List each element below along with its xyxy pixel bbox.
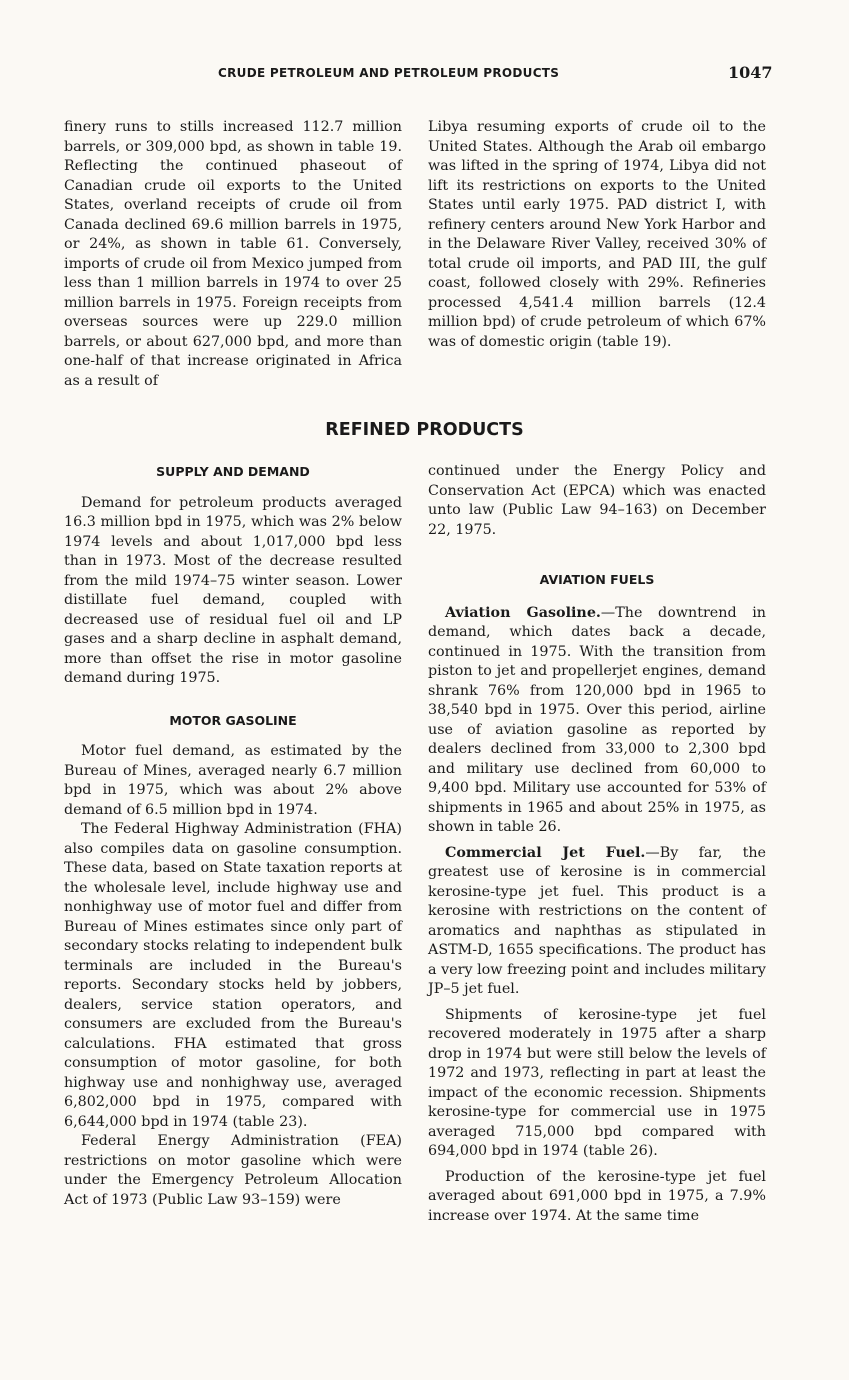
- supply-demand-paragraph: Demand for petroleum products averaged 16.3 million bpd in 1975, which was 2% below 1974 levels and about 1,017,000 bpd less than in 1973. Most of the decrease resulted from the mild 1974–75 winter season. Lower distillate fuel demand, coupled with decreased use of residual fuel oil and LP gases and a sharp decline in asphalt demand, more than offset the rise in motor gasoline demand during 1975.: [64, 494, 402, 686]
- page-number: 1047: [728, 63, 773, 82]
- aviation-fuels-heading: AVIATION FUELS: [539, 572, 655, 587]
- bottom-left-column: [64, 462, 402, 1210]
- fha-paragraph: The Federal Highway Administration (FHA) also compiles data on gasoline consumption. These data, based on State taxation reports at the wholesale level, include highway use and nonhighway use of motor fuel and differ from Bureau of Mines estimates since only part of secondary stocks relating to independent bulk terminals are included in the Bureau's reports. Secondary stocks held by jobbers, dealers, service station operators, and consumers are excluded from the Bureau's calculations. FHA estimated that gross consumption of motor gasoline, for both highway use and nonhighway use, averaged 6,802,000 bpd in 1975, compared with 6,644,000 bpd in 1974 (table 23).: [64, 821, 402, 1130]
- continued-paragraph: finery runs to stills increased 112.7 million barrels, or 309,000 bpd, as shown in table 19. Reflecting the continued phaseout of Canadian crude oil exports to the United States, overland receipts of crude oil from Canada declined 69.6 million barrels in 1975, or 24%, as shown in table 61. Conversely, imports of crude oil from Mexico jumped from less than 1 million barrels in 1974 to over 25 million barrels in 1975. Foreign receipts from overseas sources were up 229.0 million barrels, or about 627,000 bpd, and more than one-half of that increase originated in Africa as a result of: [64, 119, 402, 389]
- production-paragraph: Production of the kerosine-type jet fuel averaged about 691,000 bpd in 1975, a 7.9% increase over 1974. At the same time: [428, 1168, 766, 1224]
- aviation-gasoline-text: —The downtrend in demand, which dates back a decade, continued in 1975. With the transition from piston to jet and propellerjet engines, demand shrank 76% from 120,000 bpd in 1965 to 38,540 bpd in 1975. Over this period, airline use of aviation gasoline as reported by dealers declined from 33,000 to 2,300 bpd and military use declined from 60,000 to 9,400 bpd. Military use accounted for 53% of shipments in 1965 and about 25% in 1975, as shown in table 26.: [428, 604, 766, 835]
- commercial-jet-fuel-text: —By far, the greatest use of kerosine is in commercial kerosine-type jet fuel. This product is a kerosine with restrictions on the content of aromatics and naphthas as stipulated in ASTM-D, 1655 specifications. The product has a very low freezing point and includes military JP–5 jet fuel.: [428, 844, 766, 997]
- running-title: CRUDE PETROLEUM AND PETROLEUM PRODUCTS: [218, 66, 560, 80]
- fea-paragraph: Federal Energy Administration (FEA) restrictions on motor gasoline which were under the Emergency Petroleum Allocation Act of 1973 (Public Law 93–159) were: [64, 1133, 402, 1208]
- epca-continued-paragraph: continued under the Energy Policy and Conservation Act (EPCA) which was enacted unto law (Public Law 94–163) on December 22, 1975.: [428, 463, 766, 538]
- bottom-right-column: [428, 462, 766, 1226]
- shipments-paragraph: Shipments of kerosine-type jet fuel recovered moderately in 1975 after a sharp drop in 1974 but were still below the levels of 1972 and 1973, reflecting in part at least the impact of the economic recession. Shipments kerosine-type for commercial use in 1975 averaged 715,000 bpd compared with 694,000 bpd in 1974 (table 26).: [428, 1006, 766, 1159]
- aviation-gasoline-paragraph: [428, 604, 766, 838]
- motor-fuel-paragraph: Motor fuel demand, as estimated by the Bureau of Mines, averaged nearly 6.7 million bpd in 1975, which was about 2% above demand of 6.5 million bpd in 1974.: [64, 743, 402, 818]
- section-title: REFINED PRODUCTS: [325, 420, 524, 440]
- motor-gasoline-heading: MOTOR GASOLINE: [169, 712, 297, 728]
- commercial-jet-fuel-paragraph: [428, 844, 766, 1000]
- supply-demand-heading: SUPPLY AND DEMAND: [156, 464, 310, 479]
- libya-paragraph: Libya resuming exports of crude oil to the United States. Although the Arab oil embargo was lifted in the spring of 1974, Libya did not lift its restrictions on exports to the United States until early 1975. PAD district I, with refinery centers around New York Harbor and in the Delaware River Valley, received 30% of total crude oil imports, and PAD III, the gulf coast, followed closely with 29%. Refineries processed 4,541.4 million barrels (12.4 million bpd) of crude petroleum of which 67% was of domestic origin (table 19).: [428, 119, 766, 350]
- top-right-column: [428, 118, 766, 352]
- commercial-jet-fuel-label: Commercial Jet Fuel.: [445, 844, 646, 861]
- top-left-column: [64, 118, 402, 391]
- aviation-gasoline-label: Aviation Gasoline.: [445, 604, 601, 621]
